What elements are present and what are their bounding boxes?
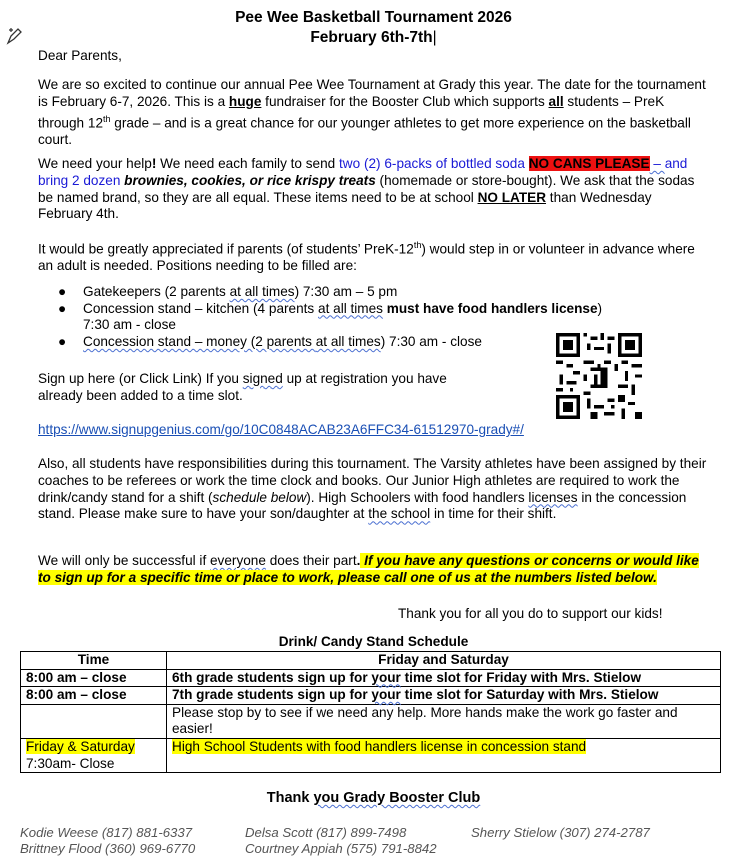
text: ! <box>151 156 157 171</box>
table-row <box>21 738 721 772</box>
text: time slot for Saturday with Mrs. Stielow <box>400 687 659 703</box>
signup-link[interactable]: https://www.signupgenius.com/go/10C0848ACAB23A6FFC34-61512970-grady#/ <box>38 422 524 437</box>
text: ) 7:30 am – 5 pm <box>294 284 398 299</box>
thanks-line: Thank you for all you do to support our kids! <box>398 606 663 621</box>
text: at all times <box>229 284 295 299</box>
text: signed <box>242 371 283 386</box>
emphasis-all: all <box>548 93 564 109</box>
text: Sign up here (or Click Link) If you <box>38 371 243 386</box>
bullet-icon: ● <box>58 284 67 299</box>
emphasis-huge: huge <box>228 93 262 109</box>
schedule-caption: Drink/ Candy Stand Schedule <box>278 634 469 649</box>
qr-code-image[interactable] <box>556 333 642 419</box>
superscript: th <box>413 240 422 250</box>
text: ) would step in or volunteer in advance where an adult is needed. Positions needing to be filled are: <box>38 241 695 274</box>
text: fundraiser for the Booster Club which supports <box>261 93 549 109</box>
text: does their part <box>265 553 357 568</box>
bullet-icon: ● <box>58 300 67 316</box>
text: you Grady Booster Club <box>313 790 481 806</box>
deadline-emphasis: NO LATER <box>477 189 547 205</box>
contact-4: Brittney Flood (360) 969-6770 <box>20 841 196 856</box>
text: It would be greatly appreciated if parents (of students’ PreK-12 <box>38 241 414 257</box>
time-cell: 8:00 am – close <box>21 687 167 705</box>
contact-1: Kodie Weese (817) 881-6337 <box>20 825 193 840</box>
duty-cell <box>167 738 721 772</box>
text: grade – and is a great chance for our younger athletes to get more experience on the basketball court. <box>38 115 691 147</box>
dessert-request: bring 2 dozen <box>38 172 121 188</box>
superscript: th <box>103 113 111 124</box>
duty-cell <box>167 687 721 705</box>
contact-2: Delsa Scott (817) 899-7498 <box>245 825 407 840</box>
text: your <box>371 687 401 703</box>
column-header: Time <box>21 652 167 670</box>
text: Also, all students have responsibilities during this tournament. The Varsity athletes have been assigned by their coaches to be referees or work the time clock and books. Our Junior High athletes are required to work the drink/candy stand for a shift ( <box>38 456 707 505</box>
text: up at registration you have already been added to a time slot. <box>38 371 447 403</box>
table-row <box>21 687 721 705</box>
table-row <box>21 669 721 687</box>
text: – <box>649 156 665 171</box>
responsibilities-paragraph <box>38 456 708 523</box>
bullet-icon: ● <box>58 333 67 349</box>
text: . <box>356 553 361 568</box>
contact-5: Courtney Appiah (575) 791-8842 <box>245 841 437 856</box>
text: We need your help <box>38 156 152 171</box>
intro-paragraph <box>38 77 708 149</box>
text: Concession stand – kitchen (4 parents <box>83 300 319 316</box>
text: We are so excited to continue our annual Pee Wee Tournament at Grady this year. The date for the tournament is February 6-7, 2026. This is a <box>38 77 706 109</box>
text: time slot for Friday with Mrs. Stielow <box>400 669 642 685</box>
text: students – PreK through 12 <box>38 93 665 131</box>
text: your <box>371 669 401 685</box>
volunteer-paragraph <box>38 237 708 275</box>
schedule-table <box>20 651 721 773</box>
success-paragraph <box>38 553 708 587</box>
table-header-row <box>21 652 721 670</box>
text: everyone <box>210 553 266 568</box>
text-caret: | <box>432 29 437 46</box>
text: 6th grade students sign up for <box>172 669 372 685</box>
page-subtitle <box>0 28 747 48</box>
text: We need each family to send <box>156 156 340 171</box>
page-title: Pee Wee Basketball Tournament 2026 <box>235 9 512 26</box>
text: Friday & Saturday <box>26 738 135 754</box>
text: in the concession stand. Please make sure to have your son/daughter at <box>38 489 687 522</box>
duty-cell <box>167 704 721 738</box>
text: than Wednesday February 4th. <box>38 189 652 222</box>
contact-us-highlight: If you have any questions or concerns or would like to sign up for a specific time or place to work, please call one of us at the numbers listed below. <box>38 553 699 585</box>
help-paragraph <box>38 156 708 223</box>
text: Gatekeepers (2 parents <box>83 284 230 299</box>
subtitle-text: February 6th-7th <box>310 29 433 46</box>
time-cell <box>21 704 167 738</box>
text: High School Students with food handlers license in concession stand <box>172 738 587 754</box>
list-item <box>38 284 688 301</box>
text: Thank <box>266 790 314 806</box>
text: and <box>664 156 688 171</box>
text: 7th grade students sign up for <box>172 687 372 703</box>
text: (homemade or store-bought). We ask that the sodas be named brand, so they are all equal. These items need to be at school <box>38 172 695 205</box>
text: at all times <box>318 300 383 316</box>
signoff <box>0 789 747 807</box>
soda-request: two (2) 6-packs of bottled soda <box>339 156 525 171</box>
no-cans-highlight: NO CANS PLEASE <box>528 156 650 171</box>
duty-cell <box>167 669 721 687</box>
text: ). High Schoolers with food handlers <box>306 489 529 505</box>
text: 7:30 am - close <box>83 317 176 333</box>
text: at all times <box>315 333 381 349</box>
text: the school <box>368 506 431 522</box>
table-row <box>21 704 721 738</box>
dessert-items: brownies, cookies, or rice krispy treats <box>120 172 376 188</box>
time-cell <box>21 738 167 772</box>
text: licenses <box>528 489 578 505</box>
text: We will only be successful if <box>38 553 210 568</box>
time-cell: 8:00 am – close <box>21 669 167 687</box>
text: ) <box>597 300 603 316</box>
text: Please stop by to see if we need any help. More hands make the work go faster and easier! <box>172 704 678 737</box>
text: schedule below <box>212 489 307 505</box>
signup-paragraph <box>38 371 458 405</box>
text: 7:30am- Close <box>26 755 115 771</box>
contact-3: Sherry Stielow (307) 274-2787 <box>471 825 650 840</box>
text: must have food handlers license <box>382 300 598 316</box>
column-header: Friday and Saturday <box>167 652 721 670</box>
list-item <box>38 301 688 334</box>
text: ) 7:30 am - close <box>380 333 482 349</box>
text: Concession stand – money (2 parents <box>83 333 316 349</box>
text: in time for their shift. <box>430 506 557 522</box>
greeting: Dear Parents, <box>38 48 122 63</box>
